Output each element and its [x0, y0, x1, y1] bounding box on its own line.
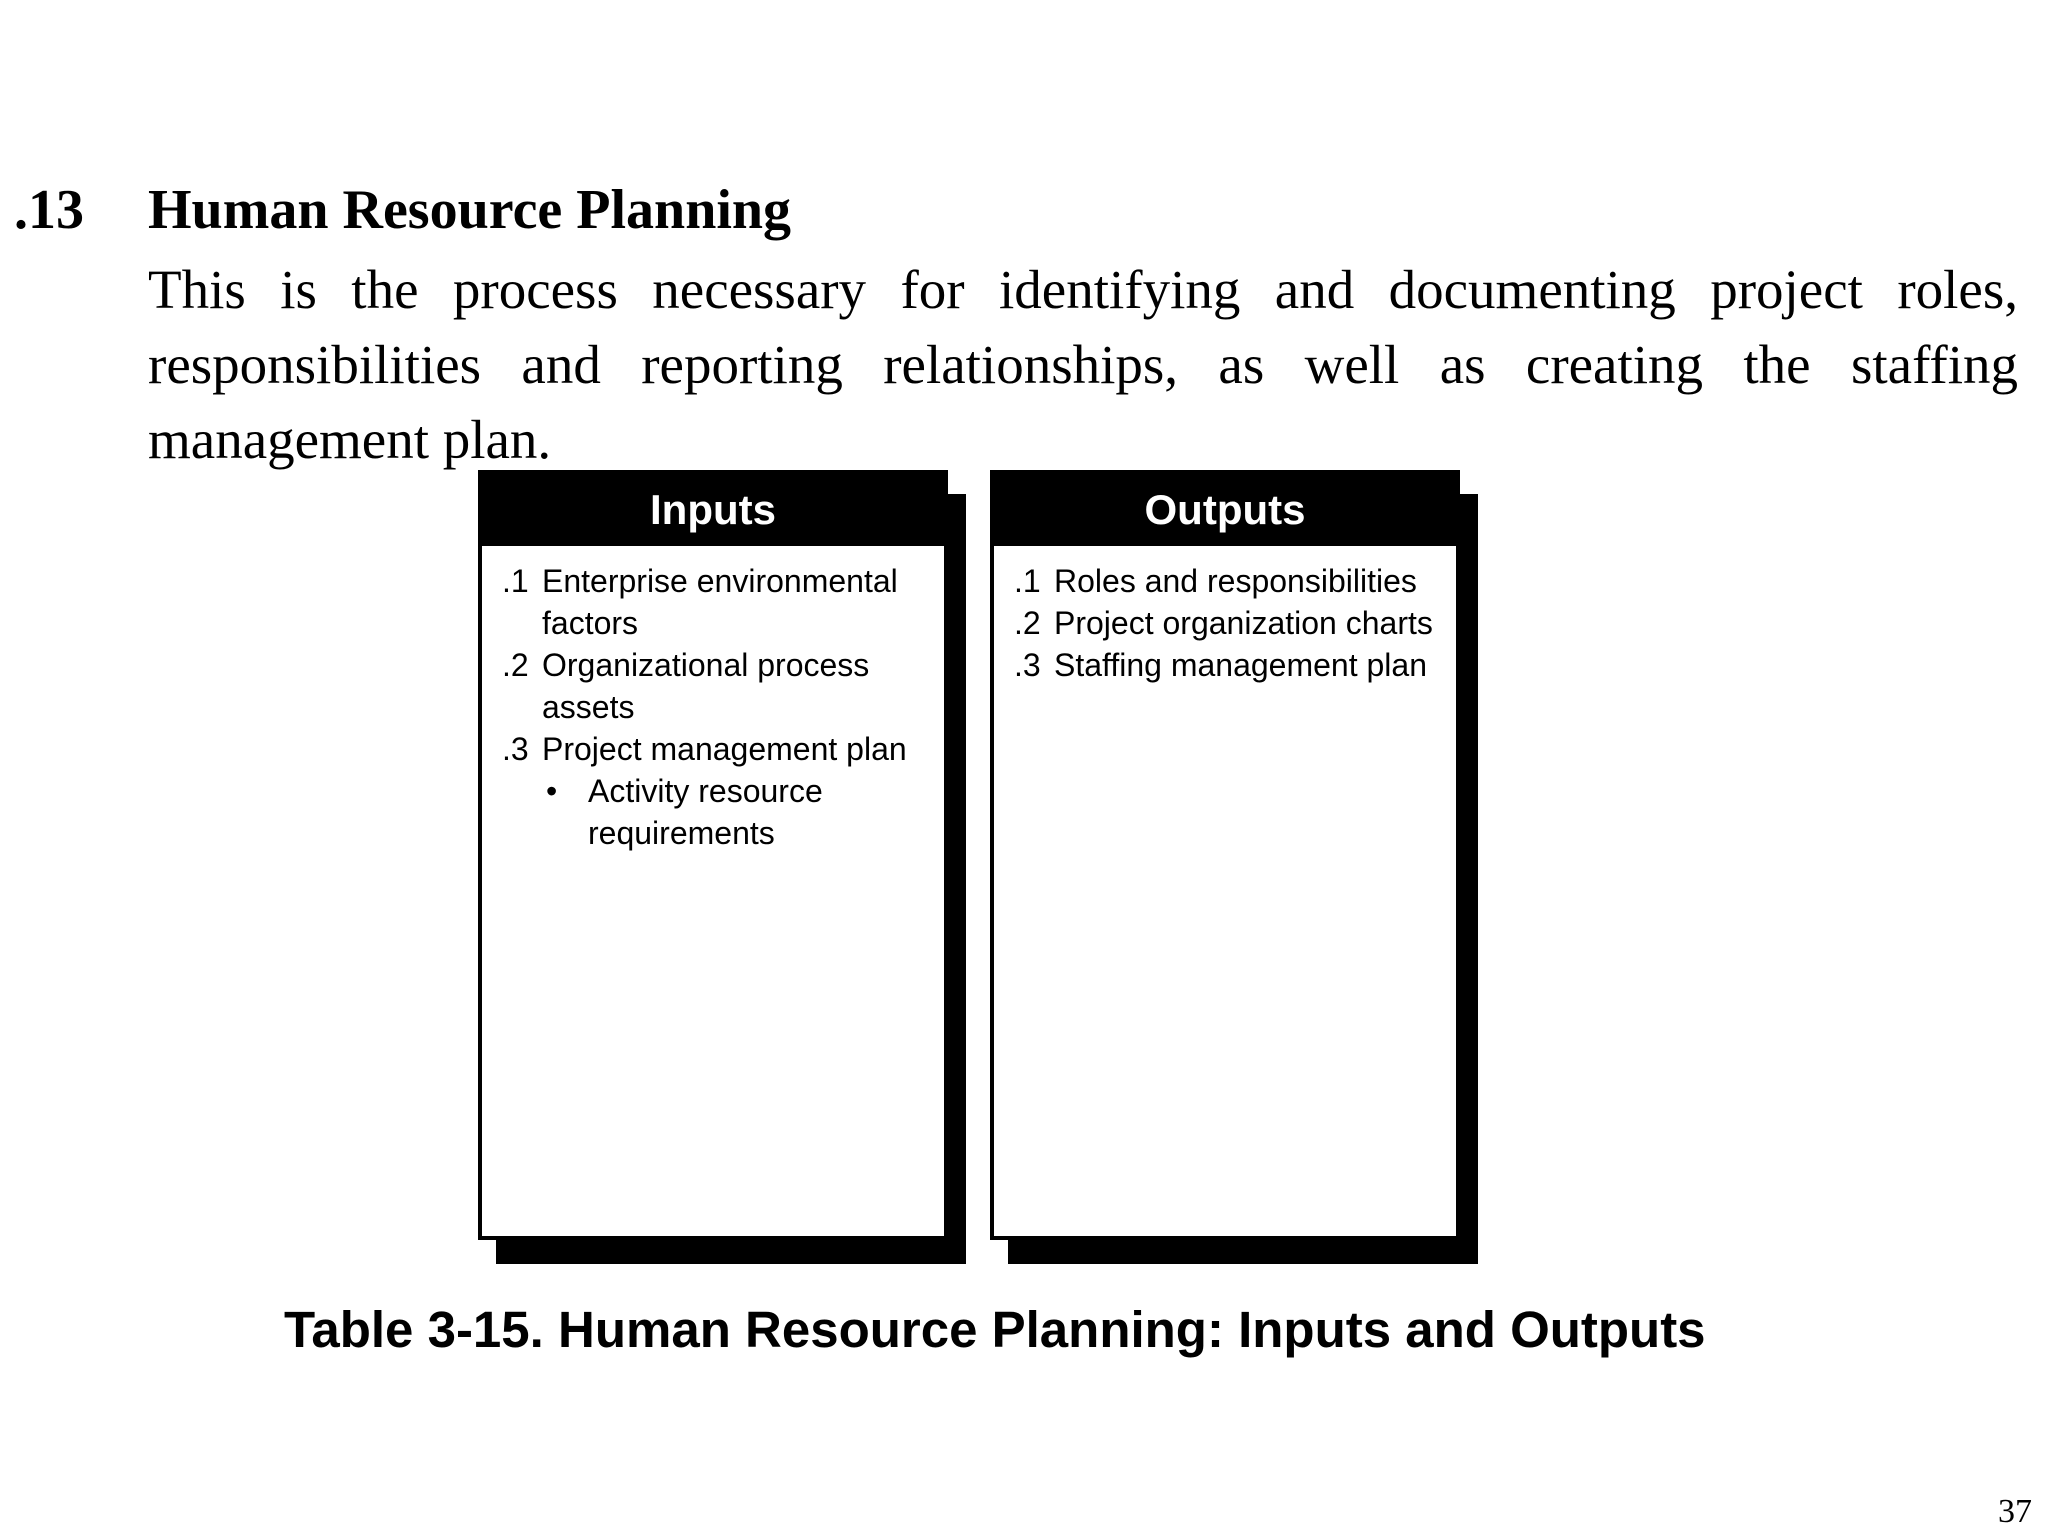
section-number: .13 [14, 179, 84, 241]
item-text: Organizational process assets [542, 647, 870, 725]
item-number: .1 [502, 563, 529, 599]
list-item [1014, 644, 1440, 686]
item-text: Project organization charts [1054, 605, 1433, 641]
list-item [1014, 560, 1440, 602]
item-number: .2 [502, 647, 529, 683]
outputs-header: Outputs [994, 474, 1456, 546]
sub-item-text: Activity resource requirements [588, 773, 823, 851]
section-title: Human Resource Planning [148, 179, 792, 241]
section-description: This is the process necessary for identifying and documenting project roles, responsibilities and reporting relationships, as well as creating the staffing management plan. [148, 259, 2018, 470]
item-text: Project management plan [542, 731, 907, 767]
table-caption: Table 3-15. Human Resource Planning: Inputs and Outputs [284, 1301, 1706, 1358]
item-number: .3 [1014, 647, 1041, 683]
sub-list-item [544, 770, 928, 854]
item-number: .3 [502, 731, 529, 767]
inputs-header: Inputs [482, 474, 944, 546]
item-text: Staffing management plan [1054, 647, 1427, 683]
item-number: .1 [1014, 563, 1041, 599]
page-number: 37 [1998, 1493, 2032, 1530]
outputs-panel [990, 470, 1460, 1240]
list-item [502, 560, 928, 644]
inputs-list [482, 546, 944, 854]
list-item [502, 644, 928, 728]
list-item [1014, 602, 1440, 644]
item-number: .2 [1014, 605, 1041, 641]
item-text: Roles and responsibilities [1054, 563, 1417, 599]
inputs-panel [478, 470, 948, 1240]
bullet-icon: • [546, 773, 558, 809]
list-item [502, 728, 928, 854]
outputs-list [994, 546, 1456, 686]
sub-list [542, 770, 928, 854]
item-text: Enterprise environmental factors [542, 563, 898, 641]
